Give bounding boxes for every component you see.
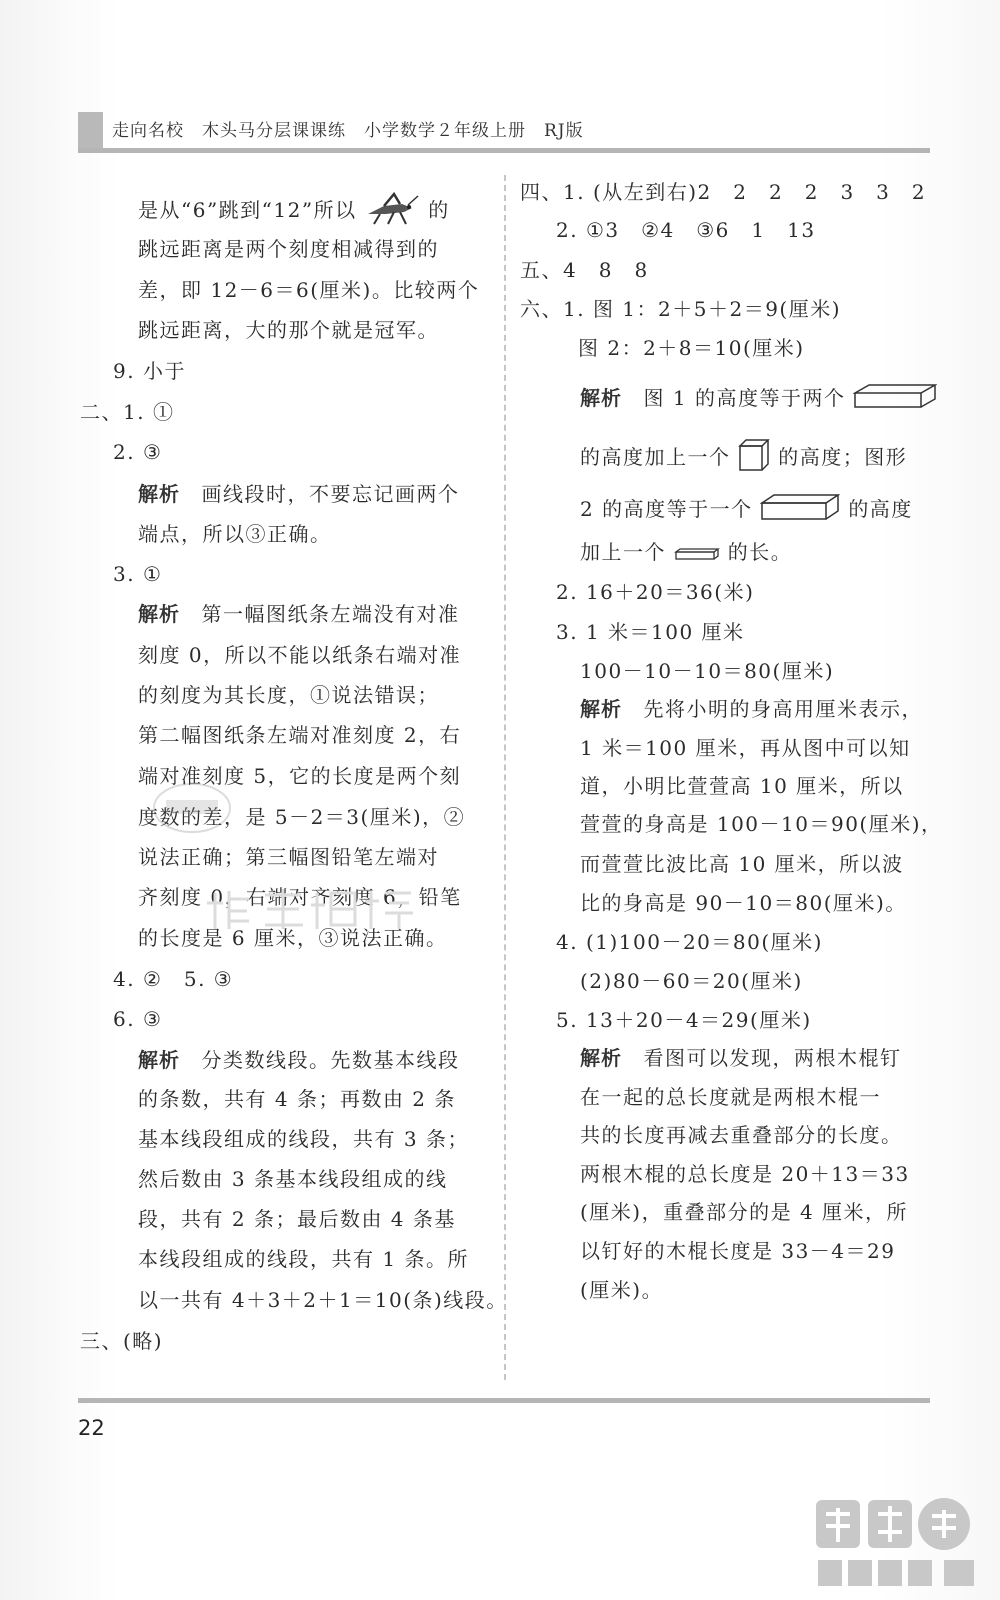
left-line-1-end: 的 [428, 198, 450, 222]
analysis-label: 解析 [580, 1046, 622, 1070]
column-divider [504, 175, 506, 1380]
analysis-2-line-2: 端点，所以③正确。 [138, 522, 332, 546]
analysis-6-line-5: 段，共有 2 条；最后数由 4 条基 [138, 1207, 456, 1231]
analysis-65-text-1: 看图可以发现，两根木棍钉 [643, 1046, 902, 1070]
analysis-61-line-2 [580, 438, 907, 479]
section-6-q4-2: (2)80－60＝20(厘米) [580, 969, 803, 993]
section-2-q1: 二、1. ① [80, 400, 175, 424]
section-6-q1: 六、1. 图 1：2＋5＋2＝9(厘米) [520, 297, 842, 321]
site-logo [812, 1492, 982, 1592]
analysis-63-line-1 [580, 695, 923, 723]
analysis-2-text-1: 画线段时，不要忘记画两个 [201, 482, 460, 506]
section-2-q4-q5: 4. ② 5. ③ [113, 967, 234, 991]
analysis-61-text-2b: 的高度；图形 [778, 445, 908, 469]
analysis-65-line-4: 两根木棍的总长度是 20＋13＝33 [580, 1162, 910, 1186]
footer-rule [78, 1398, 930, 1403]
analysis-label: 解析 [580, 697, 622, 721]
analysis-63-line-5: 而萱萱比波比高 10 厘米，所以波 [580, 852, 904, 876]
analysis-label: 解析 [138, 482, 180, 506]
left-line-1 [138, 190, 450, 233]
analysis-65-line-7: (厘米)。 [580, 1278, 664, 1302]
watermark-stamp [152, 780, 232, 836]
section-2-q6: 6. ③ [113, 1007, 163, 1031]
analysis-65-line-1 [580, 1044, 902, 1072]
flat-box-icon [853, 383, 937, 416]
analysis-61-text-4b: 的长。 [727, 540, 793, 564]
analysis-6-line-6: 本线段组成的线段，共有 1 条。所 [138, 1247, 469, 1271]
analysis-3-line-9: 的长度是 6 厘米，③说法正确。 [138, 926, 448, 950]
analysis-3-line-2: 刻度 0，所以不能以纸条右端对准 [138, 643, 462, 667]
analysis-6-line-2: 的条数，共有 4 条；再数由 2 条 [138, 1087, 456, 1111]
analysis-61-line-1 [580, 383, 937, 416]
analysis-label: 解析 [138, 602, 180, 626]
analysis-65-line-3: 共的长度再减去重叠部分的长度。 [580, 1123, 903, 1147]
analysis-6-text-1: 分类数线段。先数基本线段 [201, 1048, 460, 1072]
thin-bar-icon [674, 540, 720, 568]
analysis-3-line-6: 度数的差，是 5－2＝3(厘米)，② [138, 805, 466, 829]
analysis-61-text-2a: 的高度加上一个 [580, 445, 731, 469]
analysis-3-line-5: 端对准刻度 5，它的长度是两个刻 [138, 764, 462, 788]
analysis-61-line-3 [580, 493, 913, 528]
analysis-65-line-2: 在一起的总长度就是两根木棍一 [580, 1085, 881, 1109]
analysis-61-text-3b: 的高度 [848, 497, 913, 521]
watermark-overlay [205, 885, 425, 942]
analysis-63-line-3: 道，小明比萱萱高 10 厘米，所以 [580, 774, 904, 798]
section-6-q2: 2. 16＋20＝36(米) [556, 580, 755, 604]
analysis-6-line-4: 然后数由 3 条基本线段组成的线 [138, 1167, 448, 1191]
analysis-6-line-1 [138, 1046, 460, 1074]
analysis-3-line-1 [138, 600, 460, 628]
left-line-3: 差，即 12－6＝6(厘米)。比较两个 [138, 278, 480, 302]
left-line-2: 跳远距离是两个刻度相减得到的 [138, 237, 439, 261]
header-marker [78, 112, 103, 150]
section-6-q3-calc: 100－10－10＝80(厘米) [580, 659, 835, 683]
analysis-6-line-3: 基本线段组成的线段，共有 3 条； [138, 1127, 469, 1151]
analysis-61-text-1: 图 1 的高度等于两个 [643, 386, 846, 410]
analysis-61-text-3a: 2 的高度等于一个 [580, 497, 753, 521]
analysis-3-line-7: 说法正确；第三幅图铅笔左端对 [138, 845, 439, 869]
analysis-3-line-3: 的刻度为其长度，①说法错误； [138, 683, 439, 707]
page-number: 22 [78, 1416, 105, 1440]
section-6-q1-fig2: 图 2：2＋8＝10(厘米) [578, 336, 805, 360]
analysis-label: 解析 [138, 1048, 180, 1072]
analysis-63-text-1: 先将小明的身高用厘米表示， [643, 697, 923, 721]
analysis-61-text-4a: 加上一个 [580, 540, 666, 564]
analysis-3-line-8: 齐刻度 0，右端对齐刻度 6，铅笔 [138, 885, 462, 909]
analysis-63-line-2: 1 米＝100 厘米，再从图中可以知 [580, 736, 911, 760]
analysis-63-line-4: 萱萱的身高是 100－10＝90(厘米)， [580, 812, 943, 836]
running-header [78, 112, 930, 150]
analysis-61-line-4 [580, 538, 792, 568]
section-2-q2: 2. ③ [113, 440, 163, 464]
cube-icon [738, 438, 770, 479]
section-3: 三、(略) [80, 1329, 164, 1353]
section-6-q5: 5. 13＋20－4＝29(厘米) [556, 1008, 812, 1032]
header-rule [78, 148, 930, 153]
section-6-q3: 3. 1 米＝100 厘米 [556, 620, 745, 644]
analysis-3-line-4: 第二幅图纸条左端对准刻度 2，右 [138, 723, 462, 747]
left-line-4: 跳远距离，大的那个就是冠军。 [138, 318, 439, 342]
answer-9: 9. 小于 [113, 359, 186, 383]
header-title: 走向名校 木头马分层课课练 小学数学２年级上册 RJ版 [112, 121, 584, 141]
analysis-label: 解析 [580, 386, 622, 410]
left-line-1-text: 是从“6”跳到“12”所以 [138, 198, 357, 222]
long-box-icon [760, 493, 840, 528]
section-6-q4-1: 4. (1)100－20＝80(厘米) [556, 930, 823, 954]
section-2-q3: 3. ① [113, 562, 163, 586]
analysis-65-line-6: 以钉好的木棍长度是 33－4＝29 [580, 1239, 896, 1263]
analysis-63-line-6: 比的身高是 90－10＝80(厘米)。 [580, 891, 907, 915]
section-4-q2: 2. ①3 ②4 ③6 1 13 [556, 218, 816, 242]
grasshopper-icon [364, 190, 420, 233]
analysis-6-line-7: 以一共有 4＋3＋2＋1＝10(条)线段。 [138, 1288, 508, 1312]
section-5: 五、4 8 8 [520, 258, 649, 282]
analysis-2-line-1 [138, 480, 460, 508]
analysis-65-line-5: (厘米)，重叠部分的是 4 厘米，所 [580, 1200, 909, 1224]
section-4-q1: 四、1. (从左到右)2 2 2 2 3 3 2 [520, 180, 927, 204]
analysis-3-text-1: 第一幅图纸条左端没有对准 [201, 602, 460, 626]
